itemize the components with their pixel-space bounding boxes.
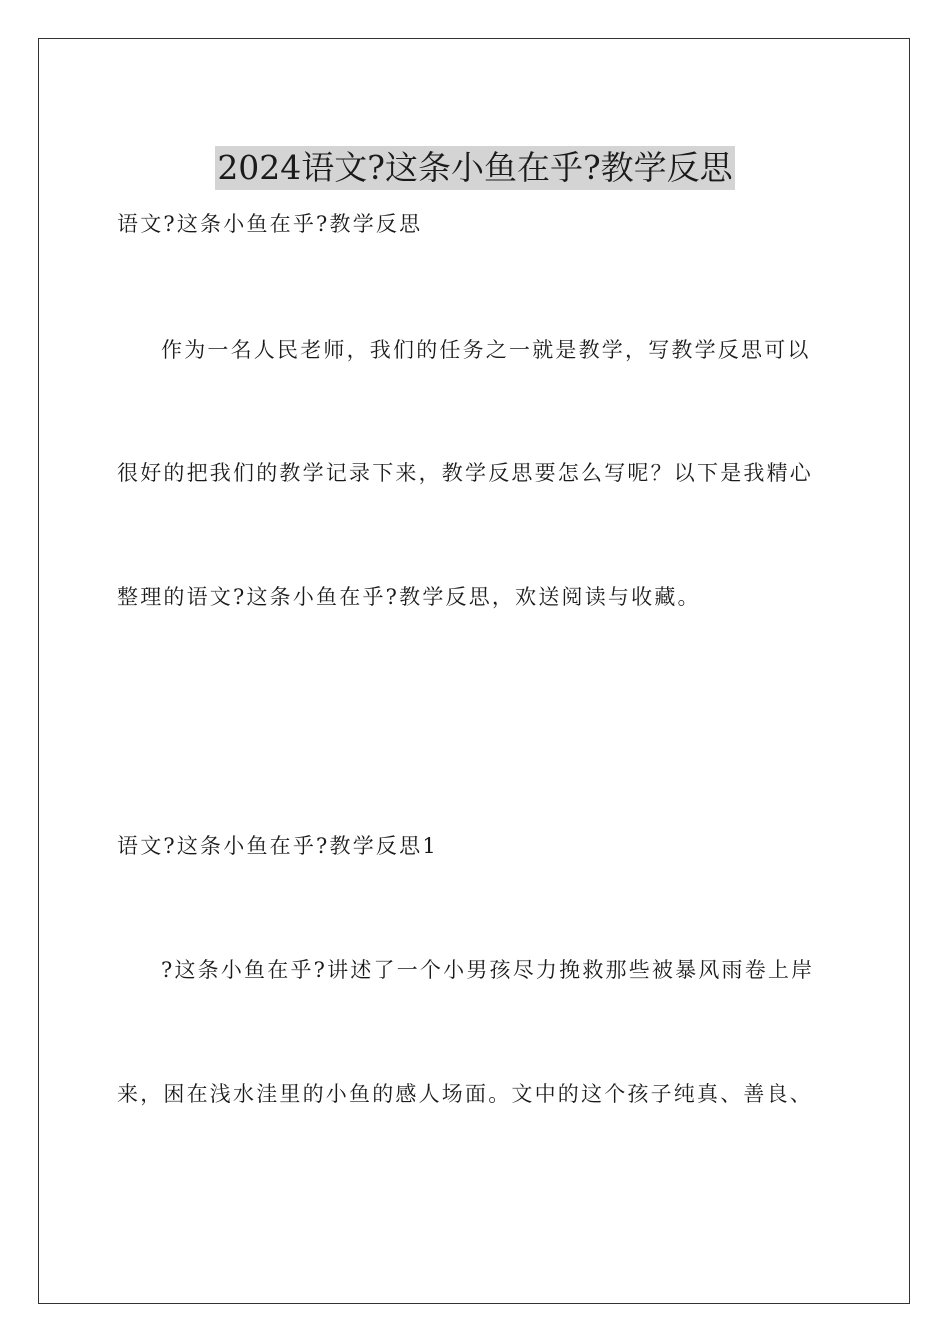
section-1-paragraph-line-1: ?这条小鱼在乎?讲述了一个小男孩尽力挽救那些被暴风雨卷上岸 xyxy=(161,958,815,982)
intro-paragraph-line-3: 整理的语文?这条小鱼在乎?教学反思，欢送阅读与收藏。 xyxy=(117,585,701,609)
document-title: 2024语文?这条小鱼在乎?教学反思 xyxy=(215,146,734,190)
section-1-heading: 语文?这条小鱼在乎?教学反思1 xyxy=(117,834,438,858)
section-1-paragraph-line-2: 来，困在浅水洼里的小鱼的感人场面。文中的这个孩子纯真、善良、 xyxy=(117,1082,813,1106)
intro-paragraph-line-1: 作为一名人民老师，我们的任务之一就是教学，写教学反思可以 xyxy=(161,338,811,362)
intro-heading: 语文?这条小鱼在乎?教学反思 xyxy=(117,212,423,236)
title-container xyxy=(0,124,950,212)
intro-paragraph-line-2: 很好的把我们的教学记录下来，教学反思要怎么写呢？以下是我精心 xyxy=(117,461,813,485)
